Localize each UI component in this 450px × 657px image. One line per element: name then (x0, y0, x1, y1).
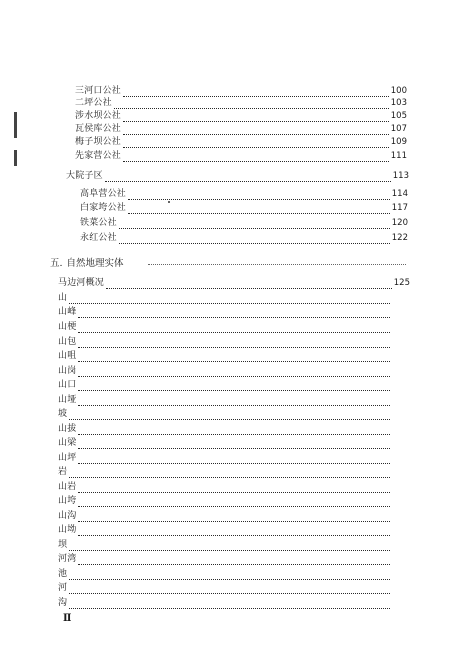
page-marker: Ⅱ (63, 613, 72, 624)
leader-dots (148, 264, 406, 265)
term-entry[interactable] (58, 395, 392, 406)
leader-dots (123, 89, 389, 97)
toc-entry-page: 122 (391, 233, 408, 243)
leader-dots (119, 221, 390, 229)
term-entry[interactable] (58, 307, 392, 318)
toc-entry-page: 109 (390, 137, 407, 147)
toc-entry-page: 105 (390, 111, 407, 121)
leader-dots (78, 557, 390, 565)
term-entry[interactable] (58, 554, 392, 565)
toc-entry-label: 马边河概况 (58, 278, 105, 288)
leader-dots (128, 192, 390, 200)
toc-entry-page: 111 (390, 151, 407, 161)
term-entry[interactable] (58, 322, 392, 333)
toc-entry[interactable] (75, 86, 407, 97)
toc-entry-label: 白家垮公社 (80, 203, 127, 213)
term-entry[interactable] (58, 496, 392, 507)
term-entry[interactable] (58, 424, 392, 435)
term-label: 山峰 (58, 307, 77, 317)
toc-entry-label: 三河口公社 (75, 86, 122, 96)
term-entry[interactable] (58, 525, 392, 536)
term-entry[interactable] (58, 453, 392, 464)
term-label: 山拔 (58, 424, 77, 434)
term-label: 山包 (58, 337, 77, 347)
term-entry[interactable] (58, 366, 392, 377)
term-entry[interactable] (58, 409, 392, 420)
toc-entry-page: 113 (392, 171, 409, 181)
toc-entry-overview[interactable] (58, 278, 410, 289)
term-entry[interactable] (58, 467, 392, 478)
toc-entry[interactable] (80, 203, 408, 214)
leader-dots (106, 281, 392, 289)
leader-dots (78, 398, 390, 406)
toc-entry-label: 永红公社 (80, 233, 117, 243)
leader-dots (69, 586, 390, 594)
toc-entry-page: 107 (390, 124, 407, 134)
leader-dots (69, 601, 390, 609)
term-entry[interactable] (58, 540, 392, 551)
toc-entry-page: 125 (393, 278, 410, 288)
toc-entry[interactable] (75, 124, 407, 135)
term-entry[interactable] (58, 583, 392, 594)
term-label: 山岩 (58, 482, 77, 492)
term-entry[interactable] (58, 598, 392, 609)
toc-entry-label: 高阜营公社 (80, 189, 127, 199)
leader-dots (78, 310, 390, 318)
section-title: 自然地理实体 (66, 258, 124, 269)
toc-entry-page: 114 (391, 189, 408, 199)
leader-dots (123, 114, 389, 122)
term-label: 山坳 (58, 525, 77, 535)
leader-dots (78, 354, 390, 362)
leader-dots (69, 412, 390, 420)
leader-dots (78, 456, 390, 464)
term-entry[interactable] (58, 438, 392, 449)
leader-dots (78, 340, 390, 348)
term-entry[interactable] (58, 337, 392, 348)
toc-entry-label: 铁菜公社 (80, 218, 117, 228)
toc-entry[interactable] (75, 137, 407, 148)
toc-entry[interactable] (75, 151, 407, 162)
toc-entry[interactable] (75, 98, 407, 109)
leader-dots (78, 383, 390, 391)
term-entry[interactable] (58, 293, 392, 304)
section-heading (50, 258, 124, 270)
term-label: 河 (58, 583, 68, 593)
leader-dots (69, 296, 390, 304)
term-label: 池 (58, 569, 68, 579)
leader-dots (78, 499, 390, 507)
leader-dots (114, 101, 389, 109)
toc-entry-district[interactable] (66, 171, 409, 182)
toc-entry[interactable] (80, 189, 408, 200)
leader-dots (123, 140, 389, 148)
term-label: 山沟 (58, 511, 77, 521)
section-number: 五. (50, 258, 63, 269)
leader-dots (69, 470, 390, 478)
leader-dots (123, 127, 389, 135)
leader-dots (69, 543, 390, 551)
leader-dots (119, 236, 390, 244)
term-entry[interactable] (58, 482, 392, 493)
term-label: 山岗 (58, 366, 77, 376)
term-label: 坝 (58, 540, 68, 550)
toc-entry-label: 涉水坝公社 (75, 111, 122, 121)
term-entry[interactable] (58, 380, 392, 391)
toc-entry[interactable] (75, 111, 407, 122)
toc-entry-label: 二坪公社 (75, 98, 112, 108)
toc-entry-page: 103 (390, 98, 407, 108)
toc-entry[interactable] (80, 233, 408, 244)
term-entry[interactable] (58, 351, 392, 362)
toc-entry-label: 梅子坝公社 (75, 137, 122, 147)
term-label: 坡 (58, 409, 68, 419)
term-entry[interactable] (58, 511, 392, 522)
term-label: 山垮 (58, 496, 77, 506)
leader-dots (78, 528, 390, 536)
toc-entry-label: 先家营公社 (75, 151, 122, 161)
leader-dots (78, 325, 390, 333)
toc-entry-label: 瓦侯库公社 (75, 124, 122, 134)
toc-entry[interactable] (80, 218, 408, 229)
term-label: 山梗 (58, 322, 77, 332)
term-label: 山梁 (58, 438, 77, 448)
term-label: 沟 (58, 598, 68, 608)
term-label: 岩 (58, 467, 68, 477)
term-label: 河湾 (58, 554, 77, 564)
leader-dots (69, 572, 390, 580)
toc-entry-page: 120 (391, 218, 408, 228)
toc-entry-label: 大院子区 (66, 171, 103, 181)
term-label: 山口 (58, 380, 77, 390)
term-label: 山垭 (58, 395, 77, 405)
term-entry[interactable] (58, 569, 392, 580)
leader-dots (78, 514, 390, 522)
term-label: 山坪 (58, 453, 77, 463)
term-label: 山咀 (58, 351, 77, 361)
leader-dots (78, 441, 390, 449)
leader-dots (128, 206, 390, 214)
leader-dots (78, 485, 390, 493)
leader-dots (78, 427, 390, 435)
leader-dots (105, 174, 391, 182)
scan-edge-mark (14, 112, 17, 138)
leader-dots (78, 369, 390, 377)
toc-entry-page: 117 (391, 203, 408, 213)
leader-dots (123, 154, 389, 162)
toc-entry-page: 100 (390, 86, 407, 96)
term-label: 山 (58, 293, 68, 303)
scan-edge-mark (14, 150, 17, 166)
